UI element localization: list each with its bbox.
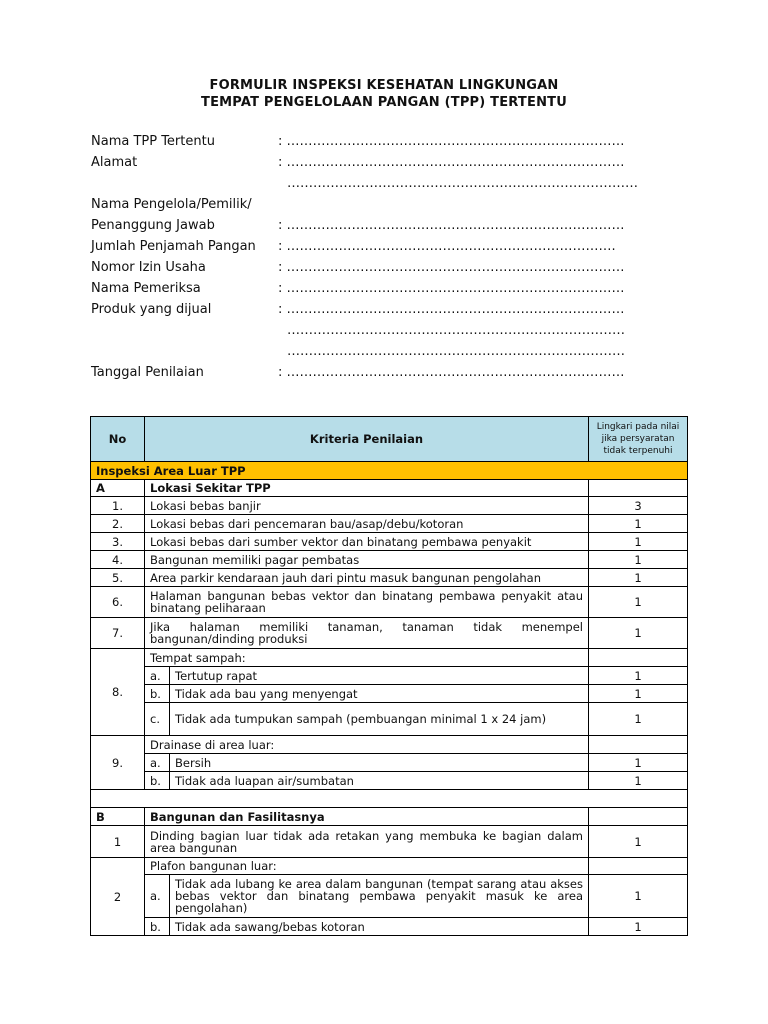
group-row-b (91, 808, 688, 826)
table-row (91, 736, 688, 754)
table-row (91, 551, 688, 569)
field-label: Nama Pengelola/Pemilik/ (91, 197, 252, 212)
row-heading: Drainase di area luar: (145, 736, 589, 754)
sub-letter: b. (145, 918, 170, 936)
row-no: 7. (91, 618, 145, 649)
field-label: Nama Pemeriksa (91, 281, 201, 296)
table-row (91, 858, 688, 875)
score-value[interactable]: 1 (589, 826, 688, 858)
field-label: Nomor Izin Usaha (91, 260, 206, 275)
sub-letter: a. (145, 754, 170, 772)
score-value[interactable]: 1 (589, 569, 688, 587)
form-title-line-2: TEMPAT PENGELOLAAN PANGAN (TPP) TERTENTU (201, 95, 567, 110)
row-criteria: Halaman bangunan bebas vektor dan binatang pembawa penyakit atau binatang peliharaan (145, 587, 589, 618)
score-value[interactable]: 1 (589, 772, 688, 790)
sub-criteria: Tidak ada lubang ke area dalam bangunan (tempat sarang atau akses bebas vektor dan binatang pembawa penyakit masuk ke area pengolahan) (170, 875, 589, 918)
field-blank[interactable]: : …………………………………………………………………… (278, 281, 625, 296)
score-cell (589, 736, 688, 754)
field-blank[interactable]: : …………………………………………………………………… (278, 134, 625, 149)
score-value[interactable]: 1 (589, 918, 688, 936)
table-row (91, 649, 688, 667)
score-value[interactable]: 1 (589, 533, 688, 551)
score-value[interactable]: 1 (589, 587, 688, 618)
sub-criteria: Tidak ada sawang/bebas kotoran (170, 918, 589, 936)
score-value[interactable]: 1 (589, 875, 688, 918)
row-no: 9. (91, 736, 145, 790)
field-blank[interactable]: : …………………………………………………………………… (278, 155, 625, 170)
row-heading: Plafon bangunan luar: (145, 858, 589, 875)
score-value[interactable]: 1 (589, 618, 688, 649)
row-criteria: Area parkir kendaraan jauh dari pintu masuk bangunan pengolahan (145, 569, 589, 587)
row-criteria: Lokasi bebas banjir (145, 497, 589, 515)
field-blank[interactable]: : …………………………………………………………………. (278, 239, 616, 254)
group-no: A (91, 480, 145, 497)
table-row (91, 587, 688, 618)
score-cell (589, 649, 688, 667)
field-label: Alamat (91, 155, 138, 170)
spacer-row (91, 790, 688, 808)
group-title: Lokasi Sekitar TPP (145, 480, 589, 497)
sub-criteria: Tidak ada bau yang menyengat (170, 685, 589, 703)
row-criteria: Bangunan memiliki pagar pembatas (145, 551, 589, 569)
sub-criteria: Bersih (170, 754, 589, 772)
sub-letter: a. (145, 667, 170, 685)
sub-criteria: Tidak ada tumpukan sampah (pembuangan minimal 1 x 24 jam) (170, 703, 589, 736)
row-no: 4. (91, 551, 145, 569)
table-row (91, 826, 688, 858)
table-row (91, 618, 688, 649)
field-blank[interactable]: : …………………………………………………………………… (278, 365, 625, 380)
score-cell (589, 480, 688, 497)
row-criteria: Lokasi bebas dari pencemaran bau/asap/debu/kotoran (145, 515, 589, 533)
row-heading: Tempat sampah: (145, 649, 589, 667)
form-title-line-1: FORMULIR INSPEKSI KESEHATAN LINGKUNGAN (209, 78, 559, 93)
sub-letter: b. (145, 685, 170, 703)
row-no: 8. (91, 649, 145, 736)
sub-row (91, 875, 688, 918)
field-blank[interactable]: : …………………………………………………………………… (278, 260, 625, 275)
score-value[interactable]: 1 (589, 515, 688, 533)
table-row (91, 533, 688, 551)
group-row-a (91, 480, 688, 497)
field-label: Nama TPP Tertentu (91, 134, 215, 149)
sub-row (91, 667, 688, 685)
field-label: Tanggal Penilaian (91, 365, 204, 380)
row-no: 3. (91, 533, 145, 551)
header-no: No (91, 417, 145, 462)
field-blank[interactable]: : …………………………………………………………………… (278, 218, 625, 233)
empty-row (91, 790, 688, 808)
row-no: 2 (91, 858, 145, 936)
score-value[interactable]: 1 (589, 667, 688, 685)
sub-criteria: Tertutup rapat (170, 667, 589, 685)
group-no: B (91, 808, 145, 826)
table-row (91, 497, 688, 515)
row-no: 1 (91, 826, 145, 858)
sub-row (91, 685, 688, 703)
field-alamat-continuation[interactable]: ……………………………………………………………………… (287, 176, 638, 191)
row-criteria: Dinding bagian luar tidak ada retakan yang membuka ke bagian dalam area bangunan (145, 826, 589, 858)
table-row (91, 569, 688, 587)
score-value[interactable]: 1 (589, 754, 688, 772)
table-header-row (91, 417, 688, 462)
field-label: Produk yang dijual (91, 302, 212, 317)
sub-row (91, 703, 688, 736)
score-cell (589, 808, 688, 826)
sub-row (91, 772, 688, 790)
row-no: 5. (91, 569, 145, 587)
sub-criteria: Tidak ada luapan air/sumbatan (170, 772, 589, 790)
row-no: 2. (91, 515, 145, 533)
sub-letter: b. (145, 772, 170, 790)
group-title: Bangunan dan Fasilitasnya (145, 808, 589, 826)
sub-letter: a. (145, 875, 170, 918)
score-value[interactable]: 1 (589, 685, 688, 703)
field-produk-continuation-2[interactable]: …………………………………………………………………… (287, 344, 625, 359)
sub-row (91, 754, 688, 772)
score-value[interactable]: 1 (589, 703, 688, 736)
field-produk-continuation-1[interactable]: …………………………………………………………………… (287, 323, 625, 338)
score-value[interactable]: 1 (589, 551, 688, 569)
score-cell (589, 858, 688, 875)
score-value[interactable]: 3 (589, 497, 688, 515)
header-value: Lingkari pada nilai jika persyaratan tidak terpenuhi (589, 417, 688, 462)
section-title: Inspeksi Area Luar TPP (91, 462, 688, 480)
section-row-outside (91, 462, 688, 480)
row-criteria: Jika halaman memiliki tanaman, tanaman tidak menempel bangunan/dinding produksi (145, 618, 589, 649)
header-criteria: Kriteria Penilaian (145, 417, 589, 462)
field-label: Penanggung Jawab (91, 218, 215, 233)
row-no: 6. (91, 587, 145, 618)
table-row (91, 515, 688, 533)
field-blank[interactable]: : …………………………………………………………………… (278, 302, 625, 317)
field-label: Jumlah Penjamah Pangan (91, 239, 256, 254)
sub-row (91, 918, 688, 936)
row-criteria: Lokasi bebas dari sumber vektor dan binatang pembawa penyakit (145, 533, 589, 551)
row-no: 1. (91, 497, 145, 515)
sub-letter: c. (145, 703, 170, 736)
criteria-table (90, 416, 688, 936)
